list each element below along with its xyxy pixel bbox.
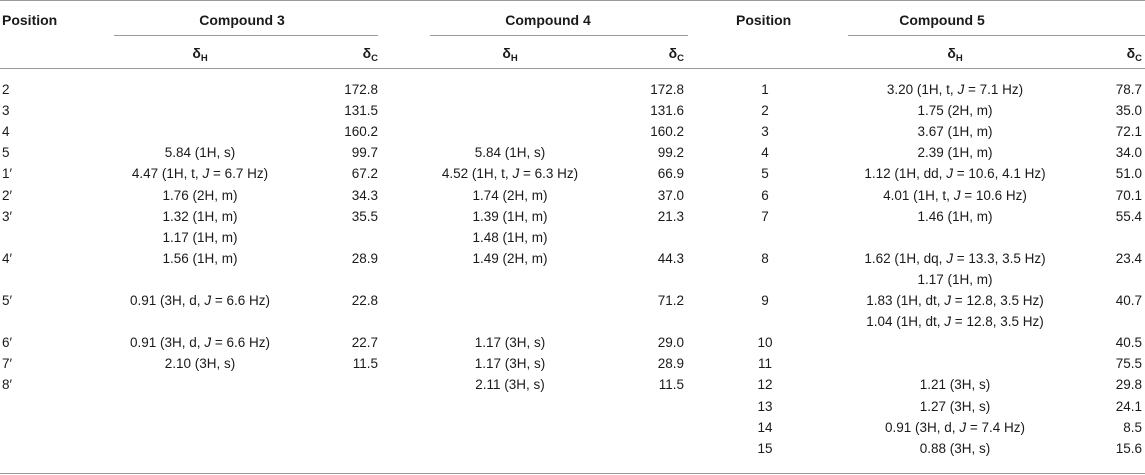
position-cell: 1′ — [2, 166, 13, 182]
delta-c-compound-3: 99.7 — [351, 145, 378, 161]
delta-h-compound-4: 5.84 (1H, s) — [474, 145, 546, 161]
position-cell: 5′ — [2, 293, 13, 308]
delta-c-compound-3: 28.9 — [351, 250, 378, 266]
delta-h-compound-5: 1.83 (1H, dt, J = 12.8, 3.5 Hz) — [866, 293, 1044, 308]
position-cell: 3 — [2, 103, 10, 119]
delta-h-compound-5: 1.62 (1H, dq, J = 13.3, 3.5 Hz) — [864, 250, 1046, 266]
delta-c-compound-4: 160.2 — [650, 124, 684, 140]
delta-h-compound-4: 1.39 (1H, m) — [472, 208, 548, 224]
delta-h-compound-5: 1.17 (1H, m) — [917, 271, 993, 287]
delta-c-header-compound-4: $\delta_C$ — [668, 45, 684, 64]
delta-c-compound-4: 11.5 — [658, 377, 684, 393]
delta-c-compound-3: 160.2 — [344, 124, 378, 140]
delta-c-compound-5: 34.0 — [1115, 145, 1142, 161]
delta-h-compound-5: 1.12 (1H, dd, J = 10.6, 4.1 Hz) — [864, 166, 1046, 182]
delta-c-compound-5: 51.0 — [1115, 166, 1142, 182]
delta-c-compound-5: 40.5 — [1115, 335, 1142, 351]
delta-c-compound-5: 24.1 — [1115, 398, 1142, 414]
delta-c-compound-4: 37.0 — [657, 187, 684, 203]
delta-h-compound-3: 1.17 (1H, m) — [162, 229, 238, 245]
position-cell: 2′ — [2, 187, 13, 203]
delta-c-compound-4: 66.9 — [657, 166, 684, 182]
delta-c-compound-5: 23.4 — [1115, 250, 1142, 266]
delta-h-compound-3: 1.76 (2H, m) — [162, 187, 238, 203]
position-cell: 2 — [2, 82, 10, 97]
delta-h-compound-3: 2.10 (3H, s) — [164, 356, 236, 372]
delta-h-compound-4: 1.48 (1H, m) — [472, 229, 548, 245]
delta-c-compound-5: 55.4 — [1115, 208, 1142, 224]
delta-h-compound-5: 3.20 (1H, t, J = 7.1 Hz) — [886, 82, 1024, 97]
position-cell-right: 14 — [757, 419, 773, 435]
delta-h-compound-3: 1.32 (1H, m) — [162, 208, 238, 224]
delta-c-compound-3: 67.2 — [351, 166, 378, 182]
delta-h-compound-4: 1.17 (3H, s) — [474, 335, 546, 351]
delta-h-compound-4: 2.11 (3H, s) — [475, 377, 545, 393]
position-cell-right: 4 — [761, 145, 769, 161]
position-cell-right: 3 — [761, 124, 769, 140]
delta-h-compound-3: 0.91 (3H, d, J = 6.6 Hz) — [130, 293, 270, 308]
delta-c-compound-3: 22.7 — [351, 335, 378, 351]
delta-h-compound-5: 0.88 (3H, s) — [919, 440, 991, 456]
delta-h-compound-4: 1.74 (2H, m) — [472, 187, 548, 203]
delta-h-compound-4: 1.49 (2H, m) — [472, 250, 548, 266]
header-rule — [0, 68, 1145, 69]
delta-h-compound-5: 0.91 (3H, d, J = 7.4 Hz) — [885, 419, 1025, 435]
delta-c-compound-5: 8.5 — [1123, 419, 1142, 435]
position-cell-right: 11 — [757, 356, 773, 372]
delta-c-header-compound-3: $\delta_C$ — [362, 45, 378, 64]
delta-c-compound-3: 11.5 — [352, 356, 378, 372]
position-cell-right: 15 — [757, 440, 773, 456]
delta-c-compound-5: 35.0 — [1115, 103, 1142, 119]
top-rule — [0, 0, 1145, 1]
position-cell: 5 — [2, 145, 10, 161]
delta-c-compound-4: 29.0 — [657, 335, 684, 351]
delta-h-header-compound-3: $\delta_H$ — [192, 45, 208, 64]
delta-h-compound-4: 1.17 (3H, s) — [474, 356, 546, 372]
delta-h-header-compound-4: $\delta_H$ — [502, 45, 518, 64]
position-cell: 4′ — [2, 250, 13, 266]
position-cell-right: 10 — [757, 335, 773, 351]
delta-c-compound-5: 78.7 — [1115, 82, 1142, 97]
position-cell: 7′ — [2, 356, 13, 372]
position-cell-right: 2 — [761, 103, 769, 119]
compound-4-underline — [430, 35, 688, 36]
header-position-left: Position — [2, 12, 58, 28]
delta-c-compound-5: 40.7 — [1115, 293, 1142, 308]
delta-c-compound-4: 172.8 — [650, 82, 684, 97]
delta-h-compound-5: 2.39 (1H, m) — [917, 145, 993, 161]
compound-3-underline — [114, 35, 378, 36]
delta-h-compound-5: 1.04 (1H, dt, J = 12.8, 3.5 Hz) — [866, 314, 1044, 330]
delta-c-compound-4: 44.3 — [657, 250, 684, 266]
delta-h-compound-5: 1.21 (3H, s) — [919, 377, 991, 393]
delta-c-compound-3: 22.8 — [351, 293, 378, 308]
delta-c-compound-3: 34.3 — [351, 187, 378, 203]
position-cell-right: 9 — [761, 293, 769, 308]
delta-h-compound-3: 4.47 (1H, t, J = 6.7 Hz) — [131, 166, 269, 182]
position-cell: 6′ — [2, 335, 13, 351]
delta-c-compound-4: 99.2 — [657, 145, 684, 161]
delta-h-compound-5: 3.67 (1H, m) — [917, 124, 993, 140]
position-cell-right: 13 — [757, 398, 773, 414]
delta-c-compound-4: 71.2 — [657, 293, 684, 308]
position-cell: 8′ — [2, 377, 13, 393]
delta-c-compound-5: 75.5 — [1115, 356, 1142, 372]
position-cell-right: 12 — [757, 377, 773, 393]
position-cell-right: 6 — [761, 187, 769, 203]
position-cell: 4 — [2, 124, 10, 140]
position-cell-right: 1 — [761, 82, 769, 97]
delta-c-compound-3: 131.5 — [344, 103, 378, 119]
delta-h-compound-4: 4.52 (1H, t, J = 6.3 Hz) — [441, 166, 579, 182]
position-cell-right: 7 — [761, 208, 769, 224]
delta-c-compound-3: 172.8 — [344, 82, 378, 97]
header-compound-4: Compound 4 — [505, 12, 591, 28]
delta-h-compound-3: 0.91 (3H, d, J = 6.6 Hz) — [130, 335, 270, 351]
delta-c-compound-4: 131.6 — [650, 103, 684, 119]
delta-c-compound-3: 35.5 — [351, 208, 378, 224]
delta-c-header-compound-5: $\delta_C$ — [1126, 45, 1142, 64]
header-compound-5: Compound 5 — [899, 12, 985, 28]
delta-h-compound-5: 4.01 (1H, t, J = 10.6 Hz) — [883, 187, 1027, 203]
position-cell-right: 5 — [761, 166, 769, 182]
delta-h-compound-3: 1.56 (1H, m) — [162, 250, 238, 266]
delta-c-compound-5: 70.1 — [1115, 187, 1142, 203]
delta-h-compound-5: 1.75 (2H, m) — [917, 103, 993, 119]
delta-c-compound-4: 21.3 — [657, 208, 684, 224]
bottom-rule — [0, 473, 1145, 474]
delta-h-compound-5: 1.27 (3H, s) — [919, 398, 991, 414]
delta-c-compound-5: 72.1 — [1115, 124, 1142, 140]
delta-c-compound-5: 29.8 — [1115, 377, 1142, 393]
delta-c-compound-4: 28.9 — [657, 356, 684, 372]
position-cell-right: 8 — [761, 250, 769, 266]
header-compound-3: Compound 3 — [199, 12, 285, 28]
delta-h-header-compound-5: $\delta_H$ — [947, 45, 963, 64]
delta-h-compound-3: 5.84 (1H, s) — [164, 145, 236, 161]
delta-c-compound-5: 15.6 — [1115, 440, 1142, 456]
position-cell: 3′ — [2, 208, 13, 224]
delta-h-compound-5: 1.46 (1H, m) — [917, 208, 993, 224]
header-position-right: Position — [736, 12, 792, 28]
compound-5-underline — [848, 35, 1145, 36]
